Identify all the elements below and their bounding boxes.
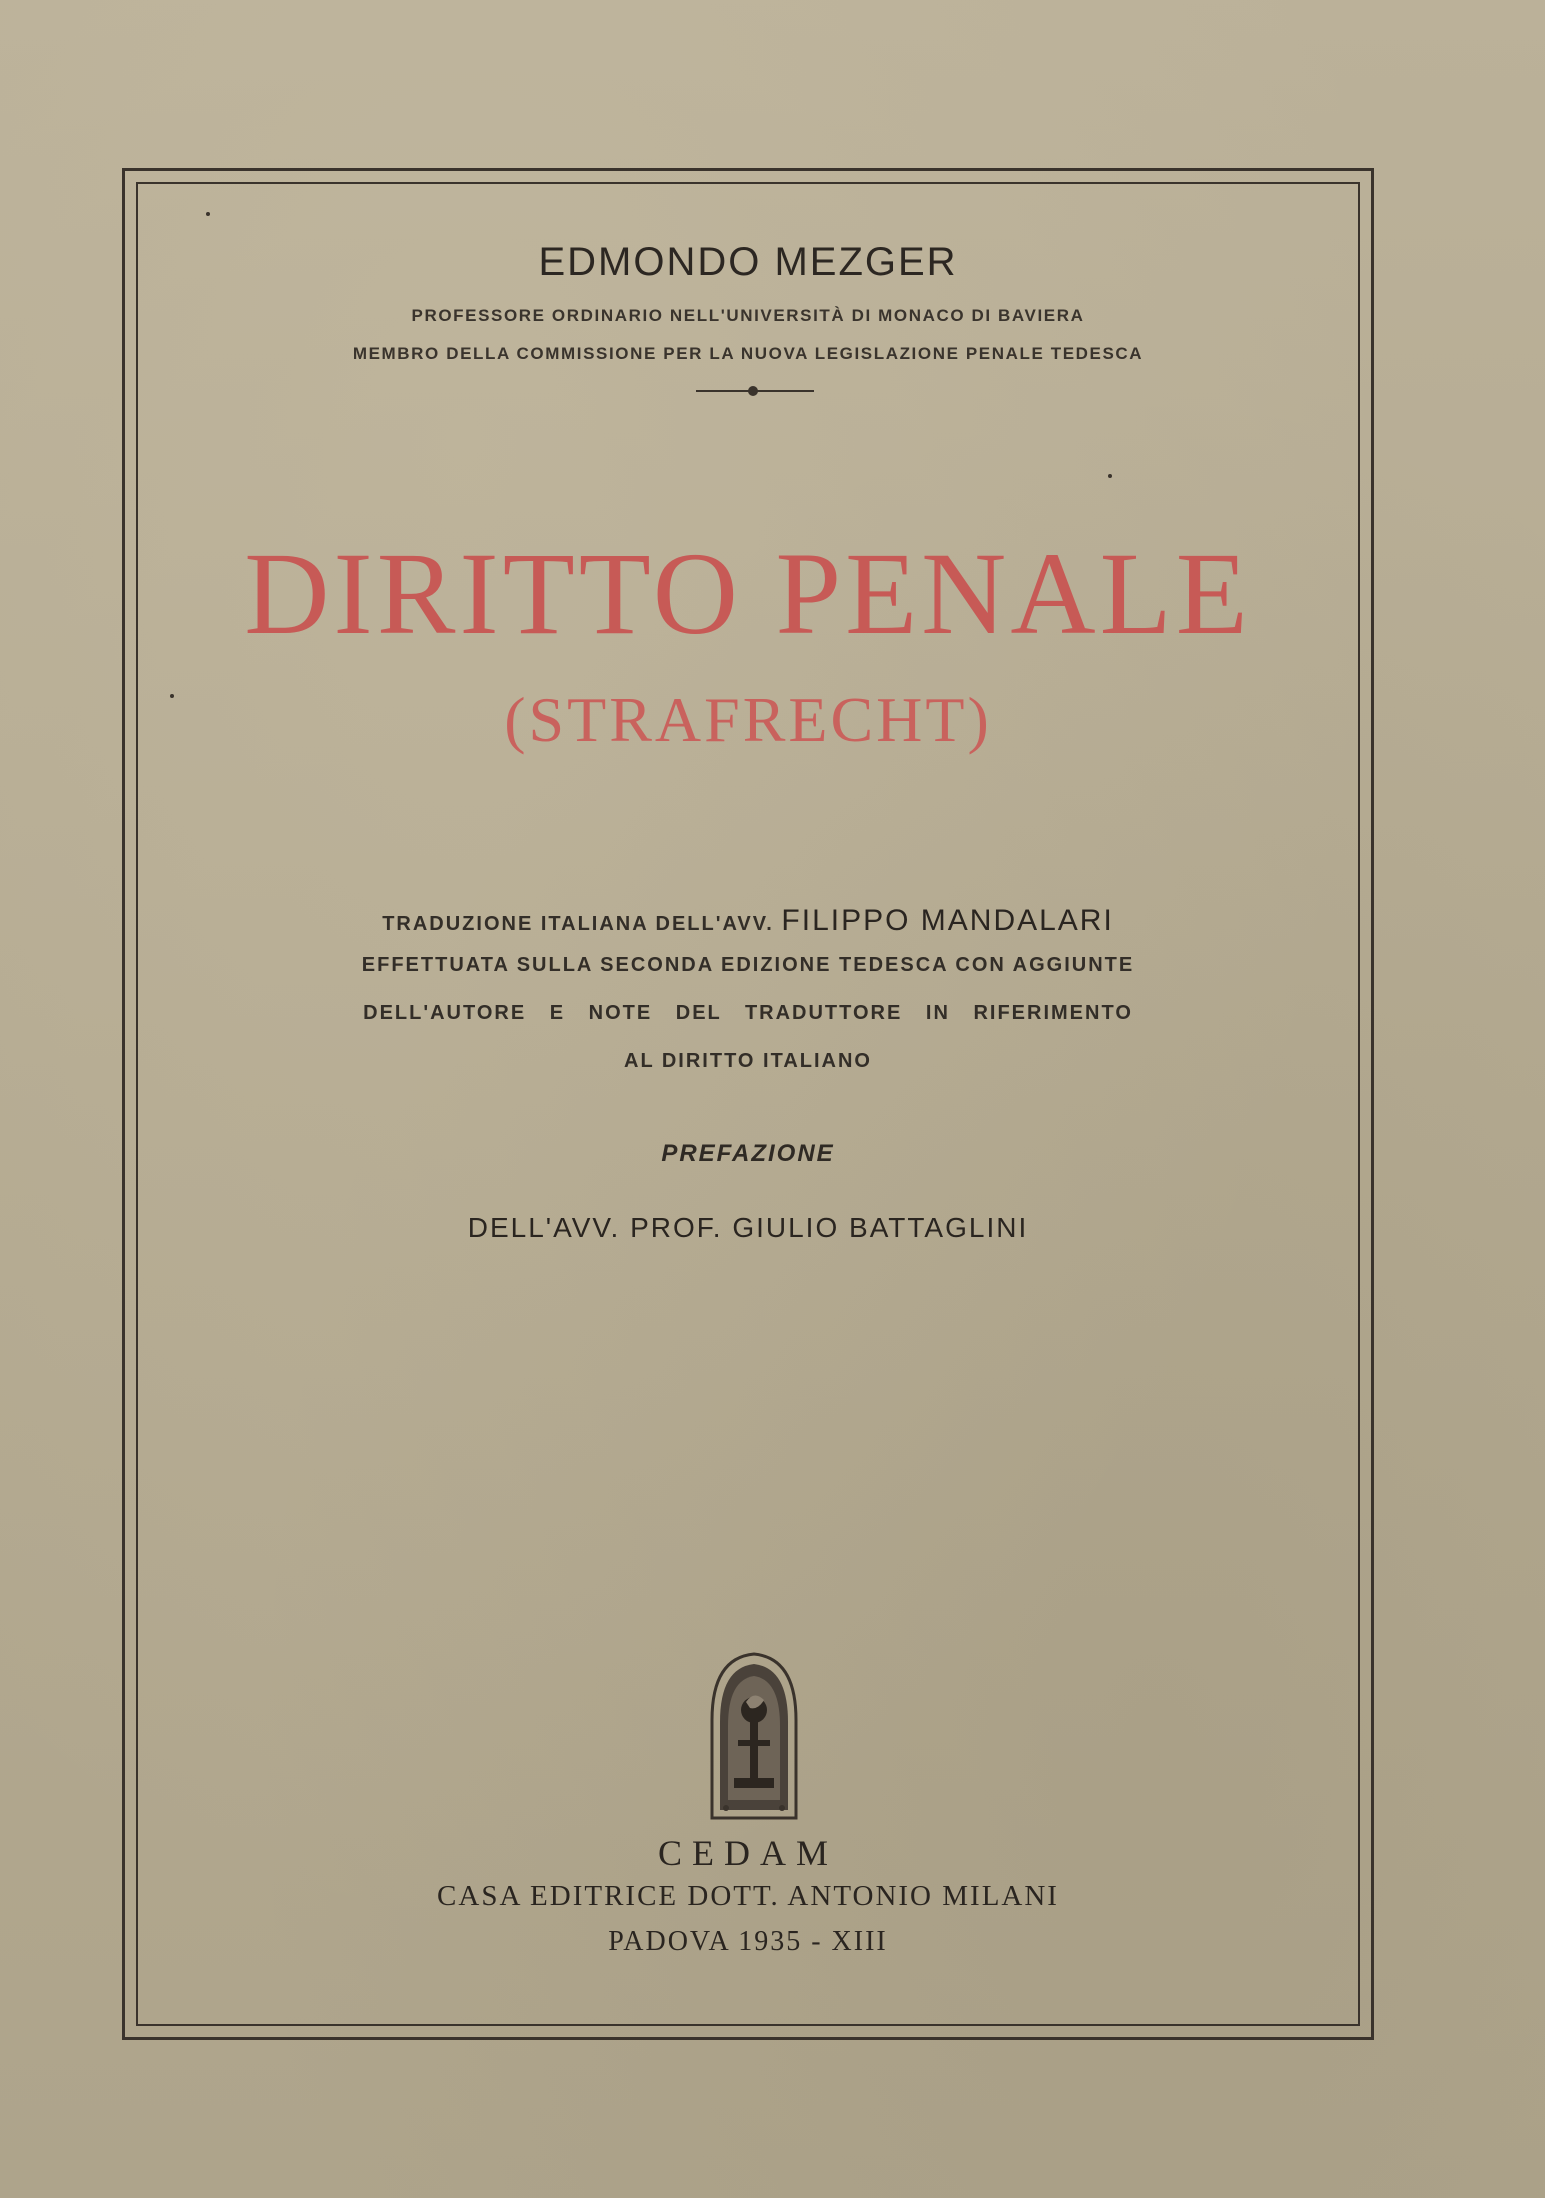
- paper-speck: [206, 212, 210, 216]
- publisher-emblem-icon: [706, 1650, 802, 1820]
- book-subtitle: (STRAFRECHT): [504, 684, 992, 755]
- publisher-house: CASA EDITRICE DOTT. ANTONIO MILANI: [437, 1880, 1059, 1912]
- book-title: DIRITTO PENALE: [244, 528, 1252, 659]
- ornamental-rule-dot: [748, 386, 758, 396]
- preface-author: [136, 1212, 1360, 1244]
- translation-line-3: DELL'AUTORE E NOTE DEL TRADUTTORE IN RIFERIMENTO: [363, 1002, 1133, 1024]
- translator-name: FILIPPO MANDALARI: [781, 904, 1114, 937]
- preface-author-name: GIULIO BATTAGLINI: [732, 1212, 1029, 1243]
- author-name: EDMONDO MEZGER: [538, 240, 958, 284]
- translation-prefix: TRADUZIONE ITALIANA DELL'AVV.: [382, 913, 774, 935]
- publisher-place-year: PADOVA 1935 - XIII: [608, 1926, 888, 1957]
- preface-author-prefix: DELL'AVV. PROF.: [467, 1212, 723, 1243]
- publisher-name: CEDAM: [657, 1833, 838, 1873]
- paper-speck: [1108, 474, 1112, 478]
- author-affiliation-2: MEMBRO DELLA COMMISSIONE PER LA NUOVA LEGISLAZIONE PENALE TEDESCA: [352, 344, 1144, 363]
- paper-speck: [170, 694, 174, 698]
- translation-line-4: AL DIRITTO ITALIANO: [624, 1050, 872, 1072]
- translation-line-2: EFFETTUATA SULLA SECONDA EDIZIONE TEDESCA CON AGGIUNTE: [361, 954, 1135, 976]
- translation-line-1: [136, 904, 1360, 938]
- author-affiliation-1: PROFESSORE ORDINARIO NELL'UNIVERSITÀ DI MONACO DI BAVIERA: [411, 306, 1085, 325]
- preface-label: PREFAZIONE: [661, 1140, 835, 1167]
